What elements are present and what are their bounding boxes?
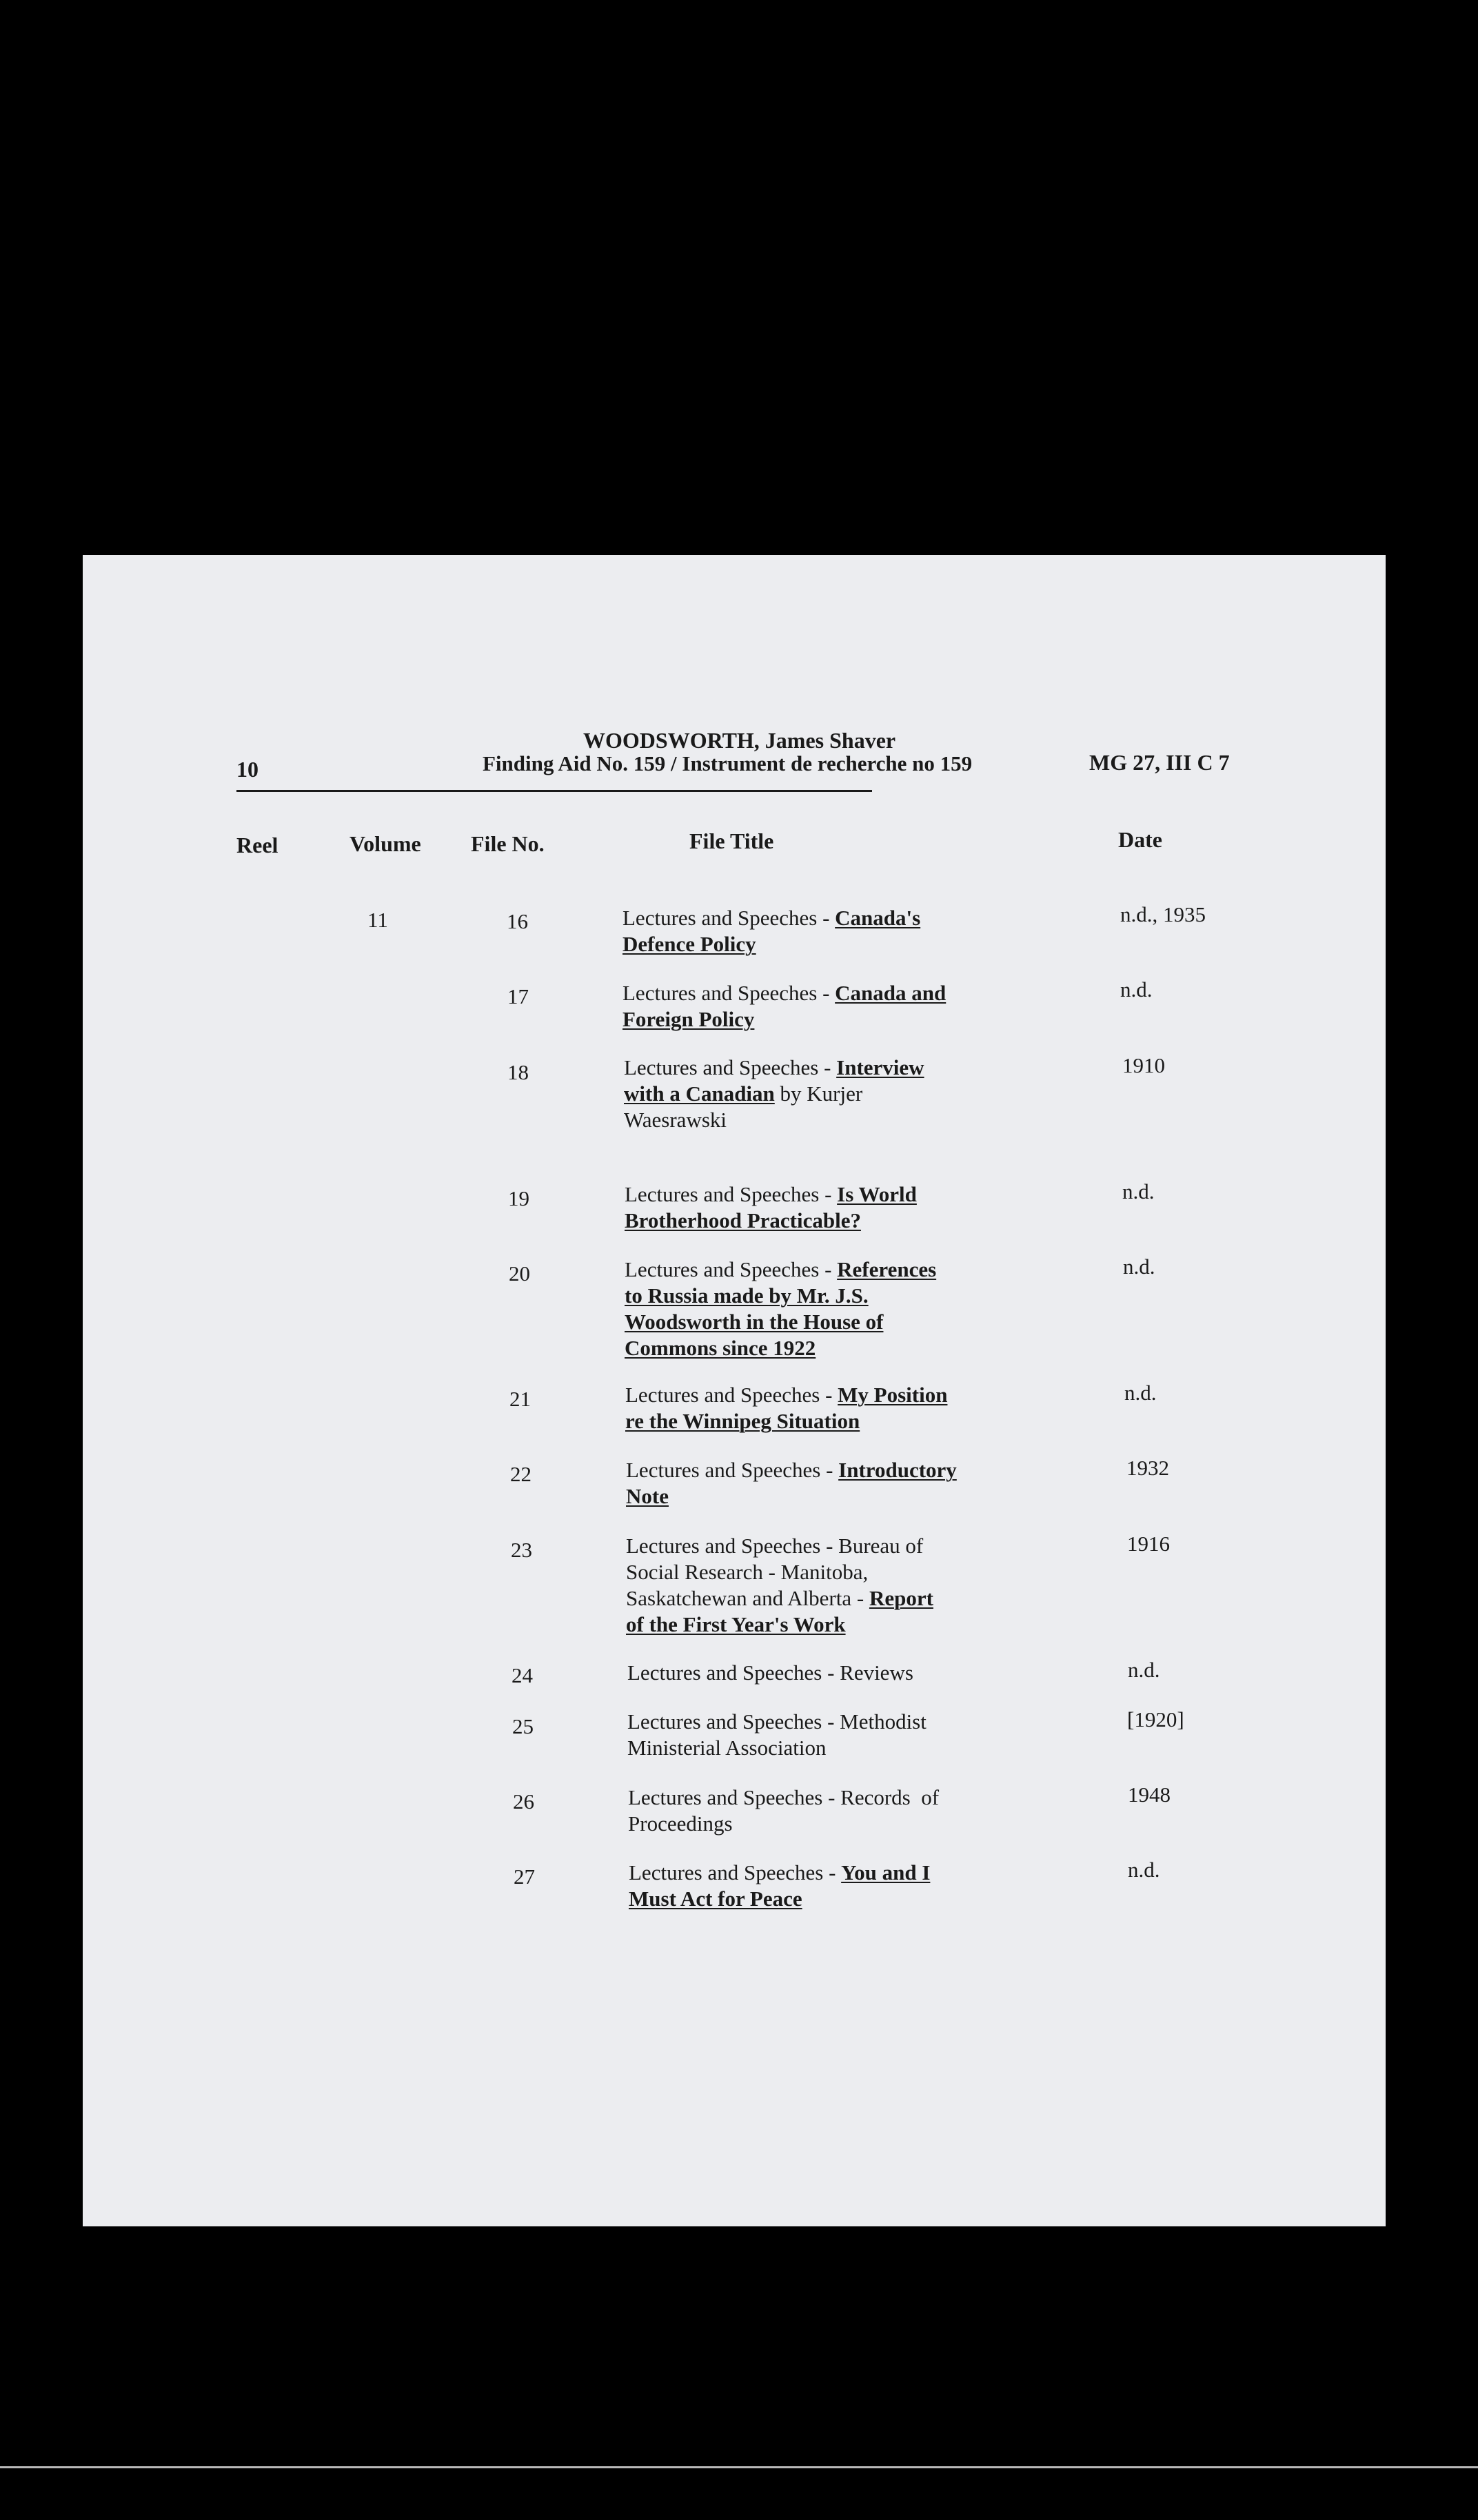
scan-border-line — [0, 2466, 1478, 2468]
title-text: Lectures and Speeches - Reviews — [627, 1660, 913, 1685]
title-underlined: Canada's — [835, 906, 921, 930]
title-text: Lectures and Speeches - — [625, 1383, 838, 1407]
file-title-cell — [625, 1181, 1011, 1234]
title-underlined: Must Act for Peace — [629, 1887, 802, 1911]
title-underlined: Defence Policy — [622, 932, 756, 956]
reference-code: MG 27, III C 7 — [1089, 750, 1230, 775]
column-header-reel: Reel — [236, 833, 279, 857]
file-title-cell — [627, 1709, 1013, 1761]
title-underlined: My Position — [838, 1383, 948, 1407]
title-underlined: References — [837, 1257, 937, 1281]
title-underlined: Interview — [836, 1055, 924, 1079]
title-underlined: Introductory — [838, 1458, 957, 1482]
title-text: Lectures and Speeches - — [622, 981, 836, 1005]
title-underlined: You and I — [841, 1860, 931, 1884]
column-header-file-title: File Title — [689, 829, 774, 853]
title-text: Lectures and Speeches - — [625, 1257, 838, 1281]
file-no-cell: 17 — [507, 984, 529, 1008]
file-title-cell — [628, 1785, 1014, 1837]
date-cell: [1920] — [1127, 1707, 1184, 1731]
column-header-volume: Volume — [350, 831, 421, 856]
file-no-cell: 21 — [509, 1387, 531, 1411]
file-no-cell: 16 — [507, 909, 528, 933]
title-underlined: to Russia made by Mr. J.S. — [625, 1283, 869, 1308]
date-cell: n.d. — [1120, 977, 1153, 1002]
file-title-cell — [622, 980, 1009, 1033]
file-no-cell: 20 — [509, 1261, 530, 1286]
title-underlined: Is World — [837, 1182, 917, 1206]
file-title-cell — [624, 1055, 1010, 1133]
date-cell: 1916 — [1127, 1532, 1170, 1556]
file-title-cell — [622, 905, 1009, 957]
volume-cell: 11 — [367, 908, 388, 932]
title-underlined: Woodsworth in the House of — [625, 1310, 884, 1334]
file-no-cell: 23 — [511, 1538, 532, 1562]
page-number: 10 — [236, 757, 259, 782]
date-cell: n.d. — [1128, 1658, 1160, 1682]
date-cell: n.d. — [1128, 1858, 1160, 1882]
file-title-cell — [625, 1257, 1011, 1361]
header-rule — [236, 790, 872, 792]
file-title-cell — [626, 1533, 1012, 1638]
file-title-cell — [625, 1382, 1011, 1434]
title-text: Lectures and Speeches - — [626, 1458, 839, 1482]
document-title: WOODSWORTH, James Shaver — [583, 728, 896, 753]
date-cell: n.d. — [1123, 1254, 1155, 1279]
title-text: by Kurjer — [774, 1081, 863, 1106]
date-cell: 1932 — [1126, 1456, 1169, 1480]
file-title-cell — [626, 1457, 1012, 1510]
date-cell: 1910 — [1122, 1053, 1165, 1077]
file-no-cell: 22 — [510, 1462, 532, 1486]
title-text: Social Research - Manitoba, — [626, 1560, 869, 1584]
date-cell: 1948 — [1128, 1782, 1171, 1807]
title-underlined: with a Canadian — [624, 1081, 775, 1106]
finding-aid-line: Finding Aid No. 159 / Instrument de recherche no 159 — [483, 751, 973, 775]
title-text: Lectures and Speeches - — [622, 906, 836, 930]
file-no-cell: 18 — [507, 1060, 529, 1084]
title-text: Lectures and Speeches - — [625, 1182, 838, 1206]
title-text: Saskatchewan and Alberta - — [626, 1586, 869, 1610]
title-text: Lectures and Speeches - Records of — [628, 1785, 940, 1809]
title-underlined: Canada and — [835, 981, 946, 1005]
title-underlined: Commons since 1922 — [625, 1336, 816, 1360]
file-no-cell: 27 — [514, 1864, 535, 1889]
title-text: Ministerial Association — [627, 1736, 827, 1760]
title-text: Lectures and Speeches - Bureau of — [626, 1534, 924, 1558]
title-text: Proceedings — [628, 1811, 733, 1836]
title-underlined: Note — [626, 1484, 669, 1508]
date-cell: n.d., 1935 — [1120, 902, 1206, 926]
title-text: Lectures and Speeches - Methodist — [627, 1709, 927, 1734]
file-no-cell: 19 — [508, 1186, 529, 1210]
title-underlined: Report — [869, 1586, 933, 1610]
title-underlined: re the Winnipeg Situation — [625, 1409, 860, 1433]
title-text: Lectures and Speeches - — [624, 1055, 837, 1079]
column-header-date: Date — [1118, 827, 1162, 852]
column-header-file-no: File No. — [471, 831, 545, 856]
file-no-cell: 24 — [512, 1663, 533, 1687]
date-cell: n.d. — [1122, 1179, 1155, 1203]
file-no-cell: 26 — [513, 1789, 534, 1813]
file-title-cell — [629, 1860, 1015, 1912]
date-cell: n.d. — [1124, 1381, 1157, 1405]
title-underlined: Brotherhood Practicable? — [625, 1208, 861, 1232]
title-underlined: Foreign Policy — [622, 1007, 755, 1031]
title-text: Lectures and Speeches - — [629, 1860, 842, 1884]
file-no-cell: 25 — [512, 1714, 534, 1738]
title-text: Waesrawski — [624, 1108, 727, 1132]
title-underlined: of the First Year's Work — [626, 1612, 846, 1636]
file-title-cell — [627, 1660, 1013, 1686]
